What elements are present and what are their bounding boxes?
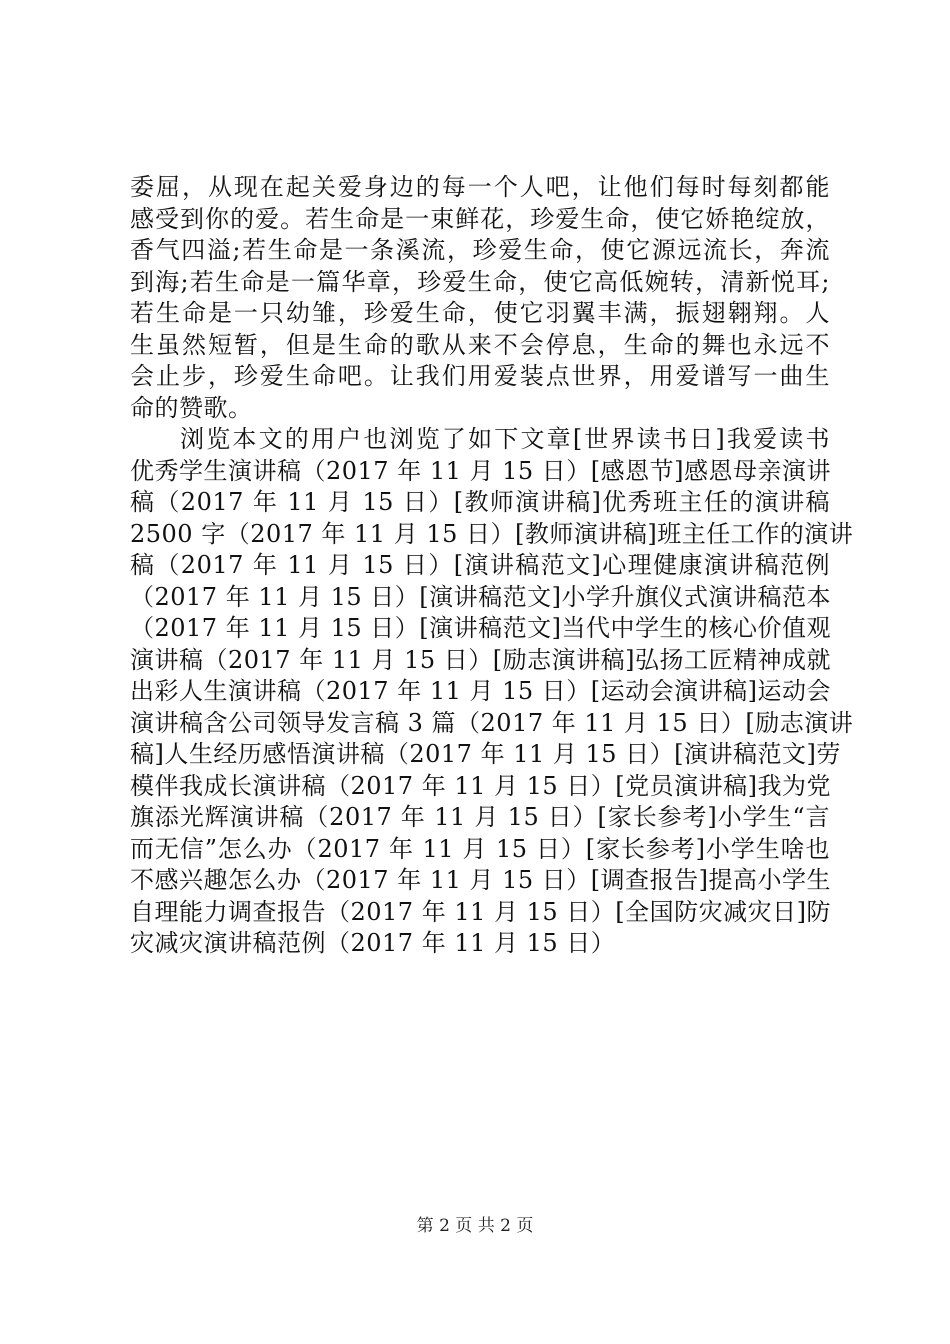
text-line: 模伴我成长演讲稿（2017 年 11 月 15 日）[党员演讲稿]我为党 xyxy=(130,771,832,800)
text-line: 稿（2017 年 11 月 15 日）[演讲稿范文]心理健康演讲稿范例 xyxy=(130,551,830,579)
text-line: 出彩人生演讲稿（2017 年 11 月 15 日）[运动会演讲稿]运动会 xyxy=(130,677,832,705)
text-line: 演讲稿含公司领导发言稿 3 篇（2017 年 11 月 15 日）[励志演讲 xyxy=(130,708,854,737)
text-line: 旗添光辉演讲稿（2017 年 11 月 15 日）[家长参考]小学生“言 xyxy=(130,803,830,831)
text-line: 而无信”怎么办（2017 年 11 月 15 日）[家长参考]小学生啥也 xyxy=(130,834,830,863)
text-line: 香气四溢;若生命是一条溪流，珍爱生命，使它源远流长，奔流 xyxy=(130,236,830,264)
text-line: 会止步，珍爱生命吧。让我们用爱装点世界，用爱谱写一曲生 xyxy=(130,362,830,390)
text-line: 不感兴趣怎么办（2017 年 11 月 15 日）[调查报告]提高小学生 xyxy=(130,866,832,894)
text-line: 灾减灾演讲稿范例（2017 年 11 月 15 日） xyxy=(130,929,616,957)
text-line: 浏览本文的用户也浏览了如下文章[世界读书日]我爱读书 xyxy=(180,425,830,453)
paragraph-closing xyxy=(130,172,830,424)
text-line: （2017 年 11 月 15 日）[演讲稿范文]当代中学生的核心价值观 xyxy=(130,614,832,642)
text-line: 自理能力调查报告（2017 年 11 月 15 日）[全国防灾减灾日]防 xyxy=(130,897,832,926)
text-line: 稿]人生经历感悟演讲稿（2017 年 11 月 15 日）[演讲稿范文]劳 xyxy=(130,740,841,768)
page-number-label: 第 2 页 共 2 页 xyxy=(416,1216,534,1236)
text-line: 2500 字（2017 年 11 月 15 日）[教师演讲稿]班主任工作的演讲 xyxy=(130,519,854,548)
text-line: 优秀学生演讲稿（2017 年 11 月 15 日）[感恩节]感恩母亲演讲 xyxy=(130,456,832,485)
text-line: （2017 年 11 月 15 日）[演讲稿范文]小学升旗仪式演讲稿范本 xyxy=(130,582,832,611)
text-line: 稿（2017 年 11 月 15 日）[教师演讲稿]优秀班主任的演讲稿 xyxy=(130,488,830,516)
text-line: 命的赞歌。 xyxy=(130,393,253,422)
text-line: 到海;若生命是一篇华章，珍爱生命，使它高低婉转，清新悦耳; xyxy=(130,267,830,296)
text-line: 生虽然短暂，但是生命的歌从来不会停息，生命的舞也永远不 xyxy=(130,330,830,359)
text-line: 委屈，从现在起关爱身边的每一个人吧，让他们每时每刻都能 xyxy=(130,173,830,201)
text-line: 演讲稿（2017 年 11 月 15 日）[励志演讲稿]弘扬工匠精神成就 xyxy=(130,645,832,674)
paragraph-related-articles xyxy=(130,424,854,960)
text-line: 若生命是一只幼雏，珍爱生命，使它羽翼丰满，振翅翱翔。人 xyxy=(130,299,830,327)
document-body xyxy=(130,172,854,960)
text-line: 感受到你的爱。若生命是一束鲜花，珍爱生命，使它娇艳绽放， xyxy=(130,204,830,233)
page-footer xyxy=(0,1214,950,1238)
